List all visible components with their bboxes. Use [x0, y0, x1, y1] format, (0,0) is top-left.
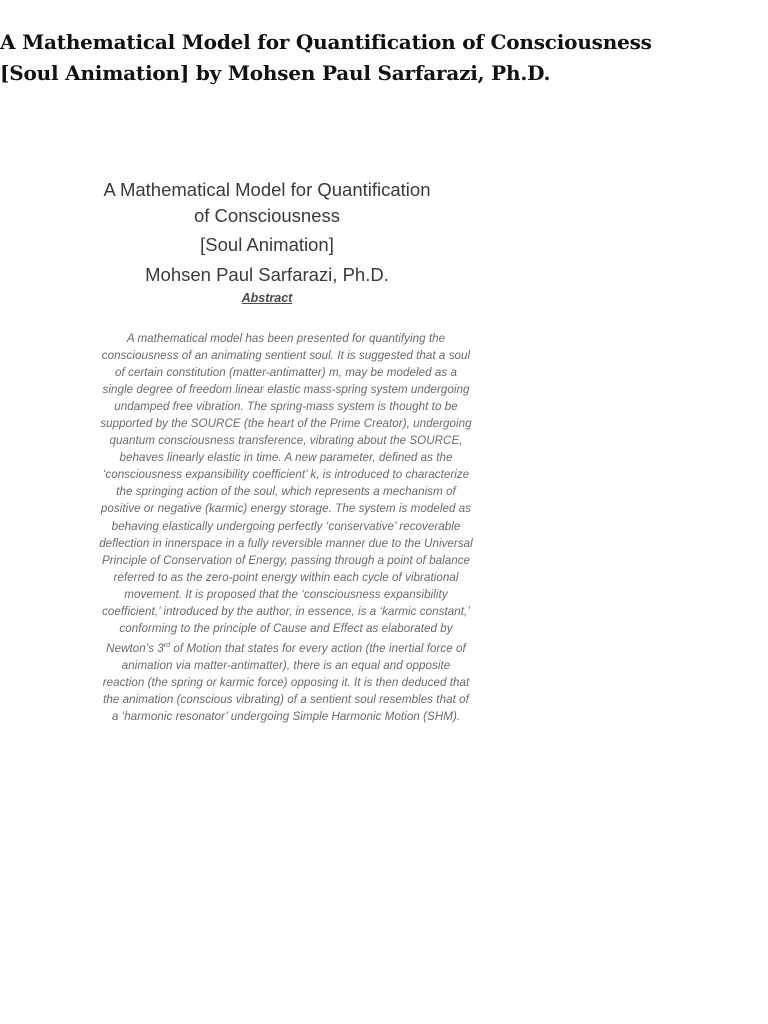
page-title-line-2: [Soul Animation] by Mohsen Paul Sarfarazi, Ph.D.: [0, 61, 551, 85]
abstract-line: movement. It is proposed that the ‘consciousness expansibility: [124, 587, 448, 601]
abstract-line: ‘consciousness expansibility coefficient’ k, is introduced to characterize: [102, 468, 470, 482]
abstract-line: consciousness of an animating sentient soul. It is suggested that a soul: [101, 349, 471, 363]
document-author: Mohsen Paul Sarfarazi, Ph.D.: [145, 264, 389, 285]
abstract-line: A mathematical model has been presented for quantifying the: [126, 332, 446, 345]
abstract-line: conforming to the principle of Cause and Effect as elaborated by: [119, 621, 453, 635]
abstract-line: behaves linearly elastic in time. A new parameter, defined as the: [119, 451, 453, 465]
abstract-line: quantum consciousness transference, vibrating about the SOURCE,: [109, 434, 463, 448]
abstract-line: undamped free vibration. The spring-mass system is thought to be: [114, 400, 458, 414]
abstract-line: a ‘harmonic resonator’ undergoing Simple Harmonic Motion (SHM).: [111, 709, 461, 723]
abstract-line: referred to as the zero-point energy within each cycle of vibrational: [113, 570, 459, 584]
abstract-line: Newton’s 3rd of Motion that states for every action (the inertial force of: [106, 641, 466, 655]
abstract-line: the springing action of the soul, which represents a mechanism of: [116, 485, 456, 499]
document-preview-image: [60, 170, 520, 740]
abstract-body: [64, 330, 508, 725]
abstract-line: Principle of Conservation of Energy, passing through a point of balance: [101, 553, 471, 567]
abstract-line: positive or negative (karmic) energy storage. The system is modeled as: [100, 502, 472, 516]
abstract-line: behaving elastically undergoing perfectly ‘conservative’ recoverable: [111, 519, 461, 533]
abstract-line: deflection in innerspace in a fully reversible manner due to the Universal: [99, 536, 473, 550]
document-title-line-3: [Soul Animation]: [200, 234, 334, 255]
document-title-line-2: of Consciousness: [193, 205, 341, 226]
page-title-line-1: A Mathematical Model for Quantification of Consciousness: [0, 30, 652, 54]
abstract-line: of certain constitution (matter-antimatter) m, may be modeled as a: [114, 366, 458, 380]
abstract-line: animation via matter-antimatter), there is an equal and opposite: [121, 658, 451, 672]
abstract-line: supported by the SOURCE (the heart of the Prime Creator), undergoing: [100, 417, 472, 431]
abstract-heading: Abstract: [241, 291, 293, 305]
document-title-line-1: A Mathematical Model for Quantification: [103, 179, 431, 200]
abstract-line: reaction (the spring or karmic force) opposing it. It is then deduced that: [102, 675, 470, 689]
abstract-line: coefficient,’ introduced by the author, in essence, is a ‘karmic constant,’: [102, 604, 470, 618]
abstract-line: single degree of freedom linear elastic mass-spring system undergoing: [102, 383, 470, 397]
abstract-line: the animation (conscious vibrating) of a sentient soul resembles that of: [103, 692, 469, 706]
page-title: [0, 27, 768, 89]
